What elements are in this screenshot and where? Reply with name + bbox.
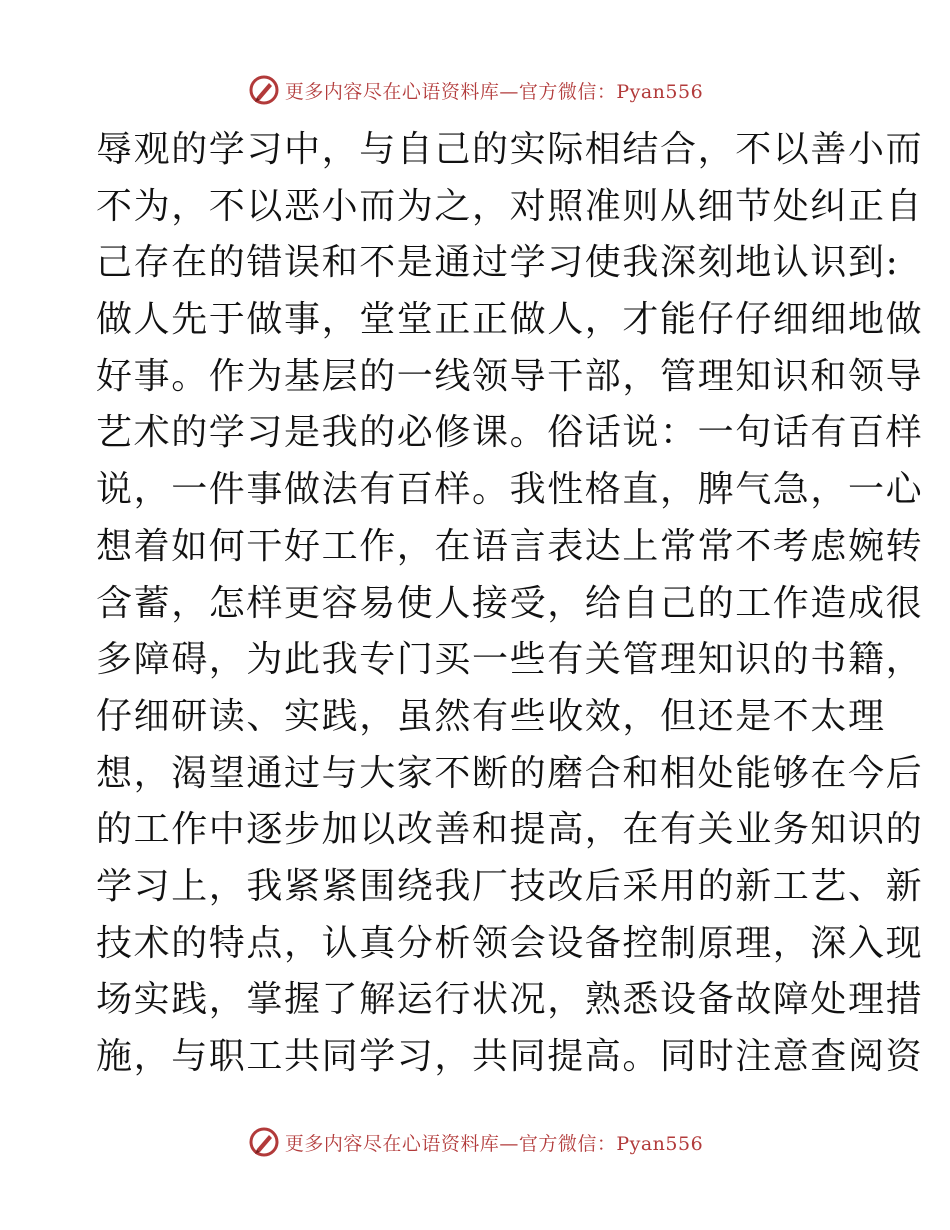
text-line: 想着如何干好工作，在语言表达上常常不考虑婉转 xyxy=(96,525,924,567)
text-line: 不为，不以恶小而为之，对照准则从细节处纠正自 xyxy=(96,185,924,227)
pen-logo-icon xyxy=(247,73,281,107)
text-line: 含蓄，怎样更容易使人接受，给自己的工作造成很 xyxy=(96,582,924,624)
text-line: 辱观的学习中，与自己的实际相结合，不以善小而 xyxy=(96,129,924,170)
text-line: 场实践，掌握了解运行状况，熟悉设备故障处理措 xyxy=(96,979,924,1021)
text-line: 己存在的错误和不是通过学习使我深刻地认识到: xyxy=(96,242,900,284)
text-line: 艺术的学习是我的必修课。俗话说：一句话有百样 xyxy=(96,412,924,454)
text-line: 多障碍，为此我专门买一些有关管理知识的书籍， xyxy=(96,639,924,681)
header-banner-text: 更多内容尽在心语资料库—官方微信：Pyan556 xyxy=(284,80,704,103)
pen-logo-icon xyxy=(247,1125,281,1159)
text-line: 好事。作为基层的一线领导干部，管理知识和领导 xyxy=(96,355,924,397)
text-line: 说，一件事做法有百样。我性格直，脾气急，一心 xyxy=(96,469,924,511)
text-line: 学习上，我紧紧围绕我厂技改后采用的新工艺、新 xyxy=(96,865,924,907)
text-line: 想，渴望通过与大家不断的磨合和相处能够在今后 xyxy=(96,752,924,794)
footer-banner xyxy=(0,1122,950,1162)
text-line: 仔细研读、实践，虽然有些收效，但还是不太理 xyxy=(96,695,886,737)
header-banner xyxy=(0,70,950,110)
document-body xyxy=(96,122,924,1086)
text-line: 技术的特点，认真分析领会设备控制原理，深入现 xyxy=(96,922,924,964)
footer-banner-text: 更多内容尽在心语资料库—官方微信：Pyan556 xyxy=(284,1132,704,1155)
text-line: 施，与职工共同学习，共同提高。同时注意查阅资 xyxy=(96,1036,924,1077)
text-line: 的工作中逐步加以改善和提高，在有关业务知识的 xyxy=(96,809,924,851)
text-line: 做人先于做事，堂堂正正做人，才能仔仔细细地做 xyxy=(96,299,924,341)
